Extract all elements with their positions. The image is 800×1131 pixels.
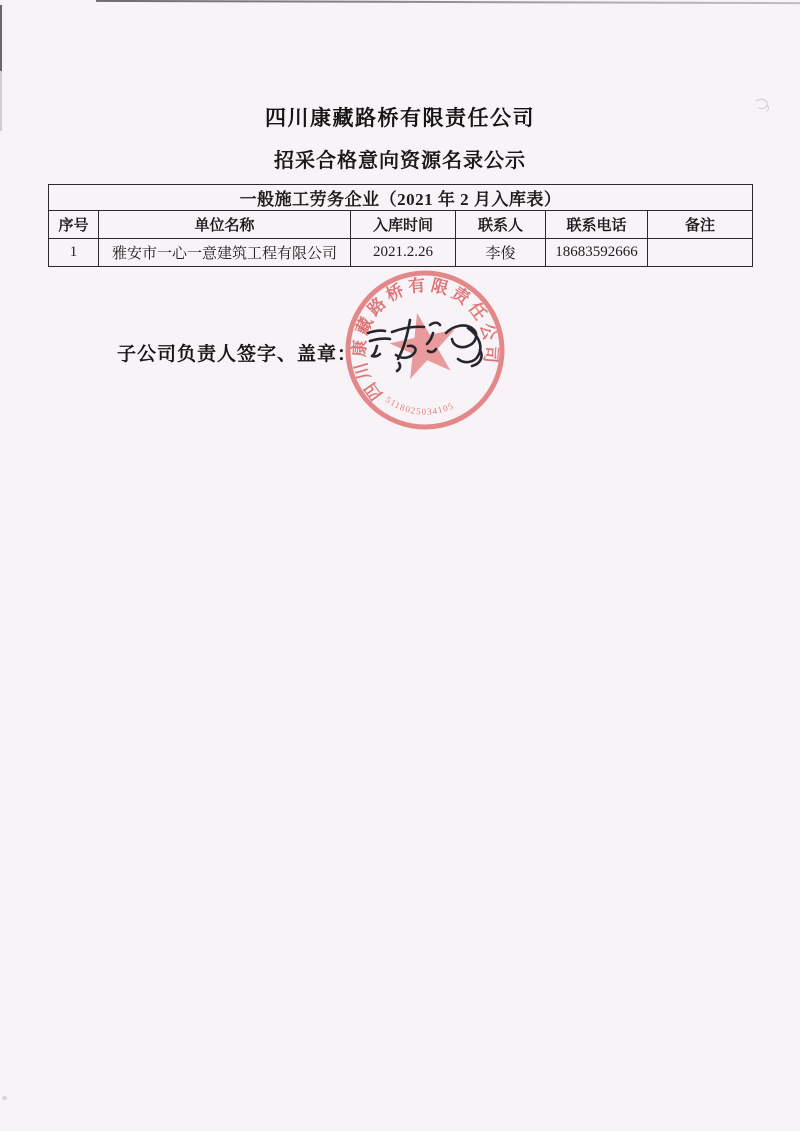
cell-phone: 18683592666: [546, 239, 648, 267]
signature-label: 子公司负责人签字、盖章：: [117, 344, 358, 365]
seal-company-text: 四川康藏路桥有限责任公司: [349, 275, 501, 404]
resource-list-table: [48, 184, 753, 267]
cell-contact: 李俊: [456, 239, 546, 267]
seal-serial-number: 5118025034105: [383, 394, 456, 417]
col-header-serial: 序号: [49, 211, 99, 239]
table-caption-row: [49, 185, 753, 211]
col-header-phone: 联系电话: [546, 211, 648, 239]
scan-artifact-top-edge: [96, 0, 800, 4]
cell-remarks: [648, 239, 753, 267]
cell-company: 雅安市一心一意建筑工程有限公司: [99, 239, 351, 267]
document-title: 四川康藏路桥有限责任公司: [265, 106, 535, 130]
col-header-remarks: 备注: [648, 211, 753, 239]
col-header-company: 单位名称: [99, 211, 351, 239]
table-row: [49, 239, 753, 267]
scan-artifact-left-edge: [0, 5, 2, 71]
table-caption: 一般施工劳务企业（2021 年 2 月入库表）: [49, 185, 753, 211]
handwritten-signature: [322, 300, 497, 385]
document-subtitle: 招采合格意向资源名录公示: [274, 150, 526, 172]
cell-serial: 1: [49, 239, 99, 267]
table-header-row: [49, 211, 753, 239]
scan-artifact-dot: [2, 1096, 7, 1100]
col-header-contact: 联系人: [456, 211, 546, 239]
cell-entry-date: 2021.2.26: [351, 239, 456, 267]
col-header-entry-date: 入库时间: [351, 211, 456, 239]
